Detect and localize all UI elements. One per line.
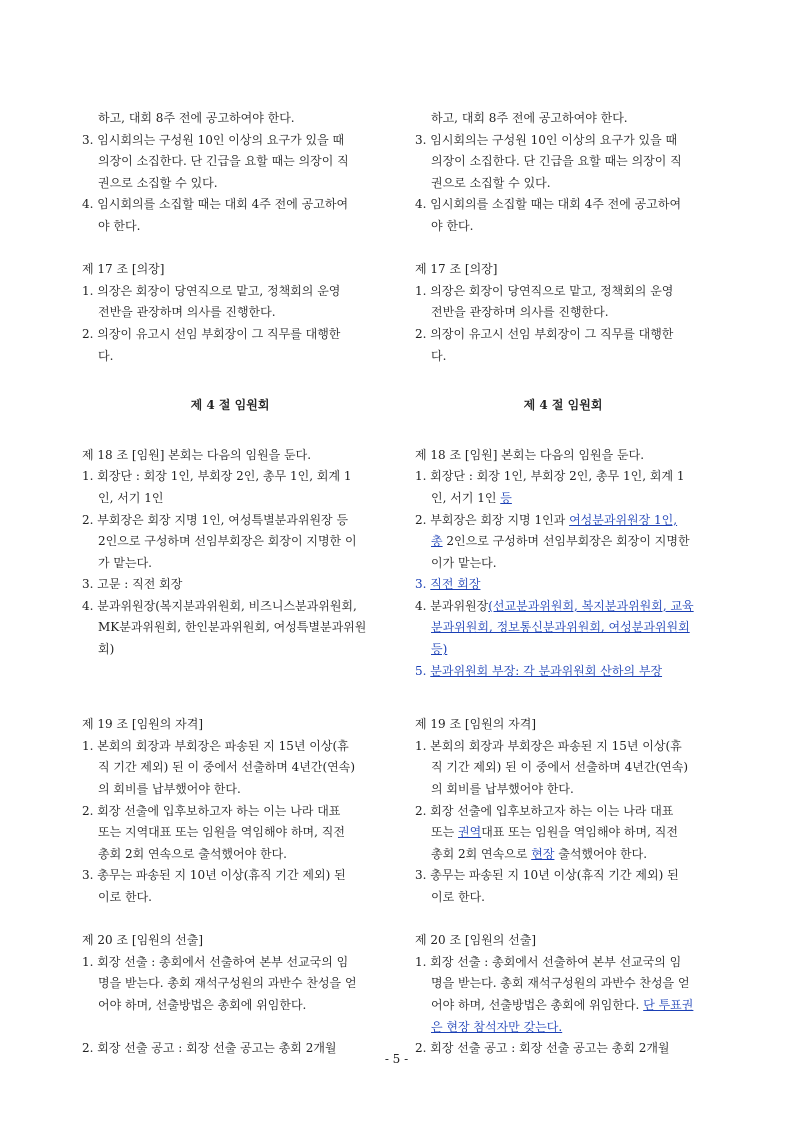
text-line: 이로 한다. — [431, 890, 485, 904]
amendment-insert: 권역 — [458, 825, 482, 840]
text-span: 인, 서기 1인 — [431, 490, 501, 505]
text-line: 의 회비를 납부했어야 한다. — [431, 782, 574, 797]
text-line: 직 기간 제외) 된 이 중에서 선출하며 4년간(연속) — [98, 760, 356, 775]
text-line: 2. 회장 선출에 입후보하고자 하는 이는 나라 대표 — [82, 803, 341, 818]
text-line: 야 한다. — [431, 218, 474, 233]
text-line — [415, 596, 711, 618]
amendment-insert: 분과위원회, 정보통신분과위원회, 여성분과위원회 — [431, 620, 690, 635]
amendment-insert: 단 투표권 — [643, 997, 694, 1012]
text-line: 1. 본회의 회장과 부회장은 파송된 지 15년 이상(휴 — [82, 738, 349, 753]
amendment-insert: 직전 회장 — [430, 577, 481, 592]
text-line: 명을 받는다. 총회 재석구성원의 과반수 찬성을 얻 — [431, 976, 690, 991]
text-line — [415, 617, 711, 639]
text-line — [415, 822, 711, 844]
text-line: 3. 임시회의는 구성원 10인 이상의 요구가 있을 때 — [82, 132, 345, 147]
text-span: 2. 부회장은 회장 지명 1인과 — [415, 512, 570, 527]
text-line: 1. 회장 선출 : 총회에서 선출하여 본부 선교국의 임 — [415, 954, 682, 969]
amendment-insert: (선교분과위원회, 복지분과위원회, 교육 — [488, 598, 694, 613]
text-line: 2. 회장 선출에 입후보하고자 하는 이는 나라 대표 — [415, 803, 674, 818]
text-line: 1. 회장단 : 회장 1인, 부회장 2인, 총무 1인, 회계 1 — [82, 469, 352, 484]
text-line: 2. 회장 선출 공고 : 회장 선출 공고는 총회 2개월 — [82, 1041, 337, 1056]
text-line: 전반을 관장하며 의사를 진행한다. — [431, 305, 609, 320]
text-line: 명을 받는다. 총회 재석구성원의 과반수 찬성을 얻 — [98, 976, 357, 991]
text-line: 어야 하며, 선출방법은 총회에 위임한다. — [98, 997, 307, 1012]
amendment-insert: 등) — [431, 642, 448, 657]
article-heading: 제 17 조 [의장] — [415, 262, 498, 277]
text-line — [415, 844, 711, 866]
amendment-insert: 분과위원회 부장: 각 분과위원회 산하의 부장 — [430, 663, 663, 678]
text-line: 1. 본회의 회장과 부회장은 파송된 지 15년 이상(휴 — [415, 738, 682, 753]
text-line: 1. 회장 선출 : 총회에서 선출하여 본부 선교국의 임 — [82, 954, 349, 969]
text-line: 2. 회장 선출 공고 : 회장 선출 공고는 총회 2개월 — [415, 1041, 670, 1056]
text-line: 의 회비를 납부했어야 한다. — [98, 782, 241, 797]
text-line: 3. 총무는 파송된 지 10년 이상(휴직 기간 제외) 된 — [82, 868, 346, 883]
section-heading: 제 4 절 임원회 — [523, 398, 603, 413]
text-line: 다. — [431, 348, 447, 363]
amendment-insert: 등 — [500, 490, 512, 505]
text-line — [415, 639, 711, 661]
text-line: 총회 2회 연속으로 출석했어야 한다. — [98, 846, 287, 861]
text-line: 권으로 소집할 수 있다. — [431, 175, 551, 190]
text-line — [415, 531, 711, 553]
text-line: 3. 고문 : 직전 회장 — [82, 577, 183, 592]
text-line: 2. 부회장은 회장 지명 1인, 여성특별분과위원장 등 — [82, 512, 349, 527]
article-heading: 제 18 조 [임원] 본회는 다음의 임원을 둔다. — [415, 447, 645, 462]
text-line: 4. 분과위원장(복지분과위원회, 비즈니스분과위원회, — [82, 598, 357, 613]
article-heading: 제 19 조 [임원의 자격] — [82, 717, 204, 732]
article-heading: 제 17 조 [의장] — [82, 262, 165, 277]
amendment-insert: 현장 — [531, 846, 555, 861]
text-line: 전반을 관장하며 의사를 진행한다. — [98, 305, 276, 320]
text-line: 의장이 소집한다. 단 긴급을 요할 때는 의장이 직 — [98, 154, 349, 169]
text-line: 다. — [98, 348, 114, 363]
amendment-insert: 여성분과위원장 1인, — [569, 512, 678, 527]
text-line: 이가 맡는다. — [431, 555, 497, 570]
text-line: 2. 의장이 유고시 선임 부회장이 그 직무를 대행한 — [82, 326, 341, 341]
amendment-insert: 총 — [431, 534, 443, 549]
text-line — [415, 661, 711, 683]
text-line: 인, 서기 1인 — [98, 490, 164, 505]
article-heading: 제 19 조 [임원의 자격] — [415, 717, 537, 732]
text-span: 3. — [415, 577, 431, 592]
text-line: 2인으로 구성하며 선임부회장은 회장이 지명한 이 — [98, 534, 357, 549]
text-span: 5. — [415, 663, 431, 678]
text-line — [415, 488, 711, 510]
text-line: 3. 임시회의는 구성원 10인 이상의 요구가 있을 때 — [415, 132, 678, 147]
text-line: 4. 임시회의를 소집할 때는 대회 4주 전에 공고하여 — [415, 197, 682, 212]
amendment-insert: 은 현장 참석자만 갖는다. — [431, 1019, 563, 1034]
text-span: 어야 하며, 선출방법은 총회에 위임한다. — [431, 997, 644, 1012]
text-line: 또는 지역대표 또는 임원을 역임해야 하며, 직전 — [98, 825, 345, 840]
text-line — [415, 1017, 711, 1039]
left-column — [82, 108, 378, 1060]
text-line: 회) — [98, 642, 115, 657]
text-line: MK분과위원회, 한인분과위원회, 여성특별분과위원 — [98, 620, 367, 635]
article-heading: 제 20 조 [임원의 선출] — [82, 933, 204, 948]
page-number: - 5 - — [384, 1052, 409, 1066]
text-line: 1. 회장단 : 회장 1인, 부회장 2인, 총무 1인, 회계 1 — [415, 469, 685, 484]
text-span: 2인으로 구성하며 선임부회장은 회장이 지명한 — [442, 534, 690, 549]
text-line: 가 맡는다. — [98, 555, 152, 570]
article-heading: 제 18 조 [임원] 본회는 다음의 임원을 둔다. — [82, 447, 312, 462]
text-line: 2. 의장이 유고시 선임 부회장이 그 직무를 대행한 — [415, 326, 674, 341]
text-line — [415, 510, 711, 532]
text-line: 1. 의장은 회장이 당연직으로 맡고, 정책회의 운영 — [415, 283, 674, 298]
text-line: 하고, 대회 8주 전에 공고하여야 한다. — [98, 111, 295, 125]
right-column — [415, 108, 711, 1060]
text-line: 야 한다. — [98, 218, 141, 233]
text-span: 대표 또는 임원을 역임해야 하며, 직전 — [481, 825, 678, 840]
section-heading: 제 4 절 임원회 — [190, 398, 270, 413]
text-line: 하고, 대회 8주 전에 공고하여야 한다. — [431, 111, 628, 125]
article-heading: 제 20 조 [임원의 선출] — [415, 933, 537, 948]
text-line — [415, 995, 711, 1017]
text-span: 출석했어야 한다. — [554, 846, 648, 861]
text-line: 4. 임시회의를 소집할 때는 대회 4주 전에 공고하여 — [82, 197, 349, 212]
text-line: 직 기간 제외) 된 이 중에서 선출하며 4년간(연속) — [431, 760, 689, 775]
text-line: 3. 총무는 파송된 지 10년 이상(휴직 기간 제외) 된 — [415, 868, 679, 883]
text-line: 이로 한다. — [98, 890, 152, 904]
text-span: 총회 2회 연속으로 — [431, 846, 532, 861]
text-line — [415, 574, 711, 596]
text-span: 또는 — [431, 825, 458, 840]
text-line: 1. 의장은 회장이 당연직으로 맡고, 정책회의 운영 — [82, 283, 341, 298]
text-line: 의장이 소집한다. 단 긴급을 요할 때는 의장이 직 — [431, 154, 682, 169]
text-line: 권으로 소집할 수 있다. — [98, 175, 218, 190]
text-span: 4. 분과위원장 — [415, 598, 489, 613]
